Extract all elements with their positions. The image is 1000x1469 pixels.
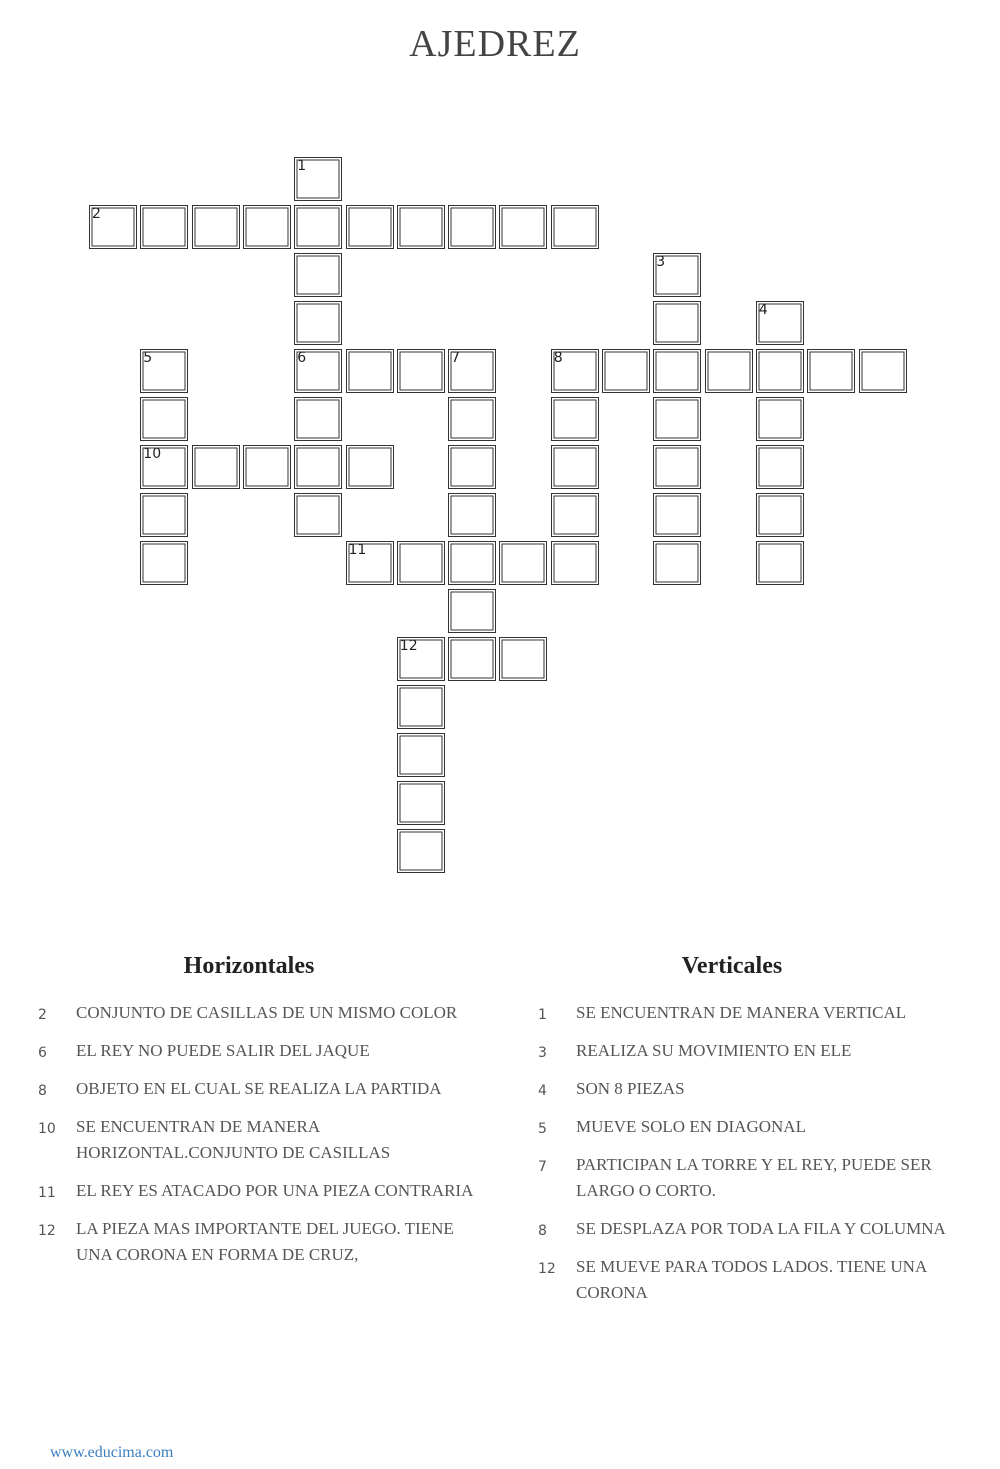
horizontales-heading: Horizontales [183,953,315,979]
crossword-cell[interactable] [192,445,240,489]
clue-number-label: 12 [399,638,418,654]
clue-number: 12 [38,1223,56,1239]
crossword-cell[interactable] [397,637,445,681]
clue-item [538,1038,978,1064]
clue-text: SE ENCUENTRAN DE MANERA VERTICAL [576,1003,907,1022]
clue-text: CONJUNTO DE CASILLAS DE UN MISMO COLOR [76,1003,458,1022]
crossword-cell[interactable] [346,205,394,249]
clue-number: 6 [38,1045,47,1061]
clue-item [38,1000,478,1026]
clue-text: SON 8 PIEZAS [576,1079,685,1098]
crossword-cell[interactable] [243,205,291,249]
clue-text: SE DESPLAZA POR TODA LA FILA Y COLUMNA [576,1219,946,1238]
clue-number-label: 7 [451,350,461,366]
clue-number-label: 11 [348,542,367,558]
clue-number: 7 [538,1159,547,1175]
clue-number-label: 8 [553,350,563,366]
footer-link[interactable]: www.educima.com [50,1444,174,1461]
crossword-cell[interactable] [653,493,701,537]
crossword-cell[interactable] [243,445,291,489]
clue-item [538,1076,978,1102]
clue-item [38,1216,478,1268]
crossword-cell[interactable] [448,205,496,249]
clue-text: OBJETO EN EL CUAL SE REALIZA LA PARTIDA [76,1079,442,1098]
clue-number-label: 1 [297,158,307,174]
crossword-cell[interactable] [346,349,394,393]
clue-number: 11 [38,1185,56,1201]
clue-text: EL REY NO PUEDE SALIR DEL JAQUE [76,1041,370,1060]
crossword-cell[interactable] [397,829,445,873]
verticales-clue-list [538,1000,978,1318]
crossword-cell[interactable] [448,445,496,489]
crossword-cell[interactable] [448,541,496,585]
crossword-cell[interactable] [756,493,804,537]
clue-number: 8 [38,1083,47,1099]
clue-number: 4 [538,1083,547,1099]
crossword-cell[interactable] [448,397,496,441]
crossword-cell[interactable] [140,445,188,489]
crossword-cell[interactable] [756,397,804,441]
crossword-cell[interactable] [551,397,599,441]
crossword-cell[interactable] [294,205,342,249]
clue-number-label: 3 [656,254,666,270]
crossword-cell[interactable] [294,493,342,537]
crossword-cell[interactable] [551,541,599,585]
crossword-cell[interactable] [397,205,445,249]
clue-item [38,1038,478,1064]
crossword-cell[interactable] [602,349,650,393]
crossword-cell[interactable] [140,397,188,441]
crossword-cell[interactable] [346,541,394,585]
crossword-cell[interactable] [807,349,855,393]
clue-text: LA PIEZA MAS IMPORTANTE DEL JUEGO. TIENE UNA CORONA EN FORMA DE CRUZ, [76,1219,454,1264]
clue-item [38,1076,478,1102]
crossword-cell[interactable] [192,205,240,249]
crossword-cell[interactable] [499,541,547,585]
clue-number-label: 10 [143,446,162,462]
crossword-cell[interactable] [294,157,342,201]
crossword-cell[interactable] [397,781,445,825]
clue-text: MUEVE SOLO EN DIAGONAL [576,1117,806,1136]
crossword-cell[interactable] [551,349,599,393]
crossword-cell[interactable] [499,637,547,681]
crossword-cell[interactable] [294,445,342,489]
crossword-cell[interactable] [294,301,342,345]
crossword-cell[interactable] [140,493,188,537]
crossword-cell[interactable] [346,445,394,489]
horizontales-clue-list [38,1000,478,1280]
crossword-cell[interactable] [140,541,188,585]
crossword-cell[interactable] [756,301,804,345]
clue-number: 10 [38,1121,56,1137]
clue-number-label: 6 [297,350,307,366]
crossword-cell[interactable] [653,541,701,585]
clue-number: 2 [38,1007,47,1023]
clue-number: 8 [538,1223,547,1239]
clue-number: 5 [538,1121,547,1137]
crossword-cell[interactable] [859,349,907,393]
crossword-cell[interactable] [397,733,445,777]
clue-number: 12 [538,1261,556,1277]
crossword-cell[interactable] [653,445,701,489]
clue-item [38,1178,478,1204]
crossword-cell[interactable] [448,637,496,681]
crossword-cell[interactable] [756,349,804,393]
clue-number-label: 5 [143,350,153,366]
clue-item [538,1216,978,1242]
clue-text: REALIZA SU MOVIMIENTO EN ELE [576,1041,852,1060]
clue-number: 1 [538,1007,547,1023]
crossword-cell[interactable] [140,205,188,249]
crossword-cell[interactable] [448,349,496,393]
crossword-cell[interactable] [397,541,445,585]
crossword-cell[interactable] [653,301,701,345]
crossword-cell[interactable] [294,253,342,297]
crossword-cell[interactable] [653,349,701,393]
crossword-cell[interactable] [294,397,342,441]
crossword-cell[interactable] [756,445,804,489]
clue-number: 3 [538,1045,547,1061]
clue-item [538,1114,978,1140]
verticales-heading: Verticales [681,953,783,979]
clue-item [538,1152,978,1204]
crossword-cell[interactable] [653,397,701,441]
crossword-cell[interactable] [397,685,445,729]
crossword-cell[interactable] [448,493,496,537]
crossword-cell[interactable] [653,253,701,297]
clue-number-label: 2 [92,206,101,222]
crossword-cell[interactable] [397,349,445,393]
clue-item [538,1000,978,1026]
crossword-cell[interactable] [89,205,137,249]
crossword-cell[interactable] [499,205,547,249]
clue-item [538,1254,978,1306]
crossword-cell[interactable] [551,493,599,537]
crossword-cell[interactable] [448,589,496,633]
clue-text: EL REY ES ATACADO POR UNA PIEZA CONTRARIA [76,1181,474,1200]
crossword-cell[interactable] [140,349,188,393]
crossword-cell[interactable] [756,541,804,585]
crossword-cell[interactable] [294,349,342,393]
clue-item [38,1114,478,1166]
crossword-cell[interactable] [551,205,599,249]
page-title: AJEDREZ [409,23,581,65]
clue-text: PARTICIPAN LA TORRE Y EL REY, PUEDE SER LARGO O CORTO. [576,1155,932,1200]
clue-text: SE ENCUENTRAN DE MANERA HORIZONTAL.CONJUNTO DE CASILLAS [76,1117,391,1162]
clue-number-label: 4 [758,302,768,318]
crossword-cell[interactable] [705,349,753,393]
clue-text: SE MUEVE PARA TODOS LADOS. TIENE UNA CORONA [576,1257,927,1302]
crossword-cell[interactable] [551,445,599,489]
